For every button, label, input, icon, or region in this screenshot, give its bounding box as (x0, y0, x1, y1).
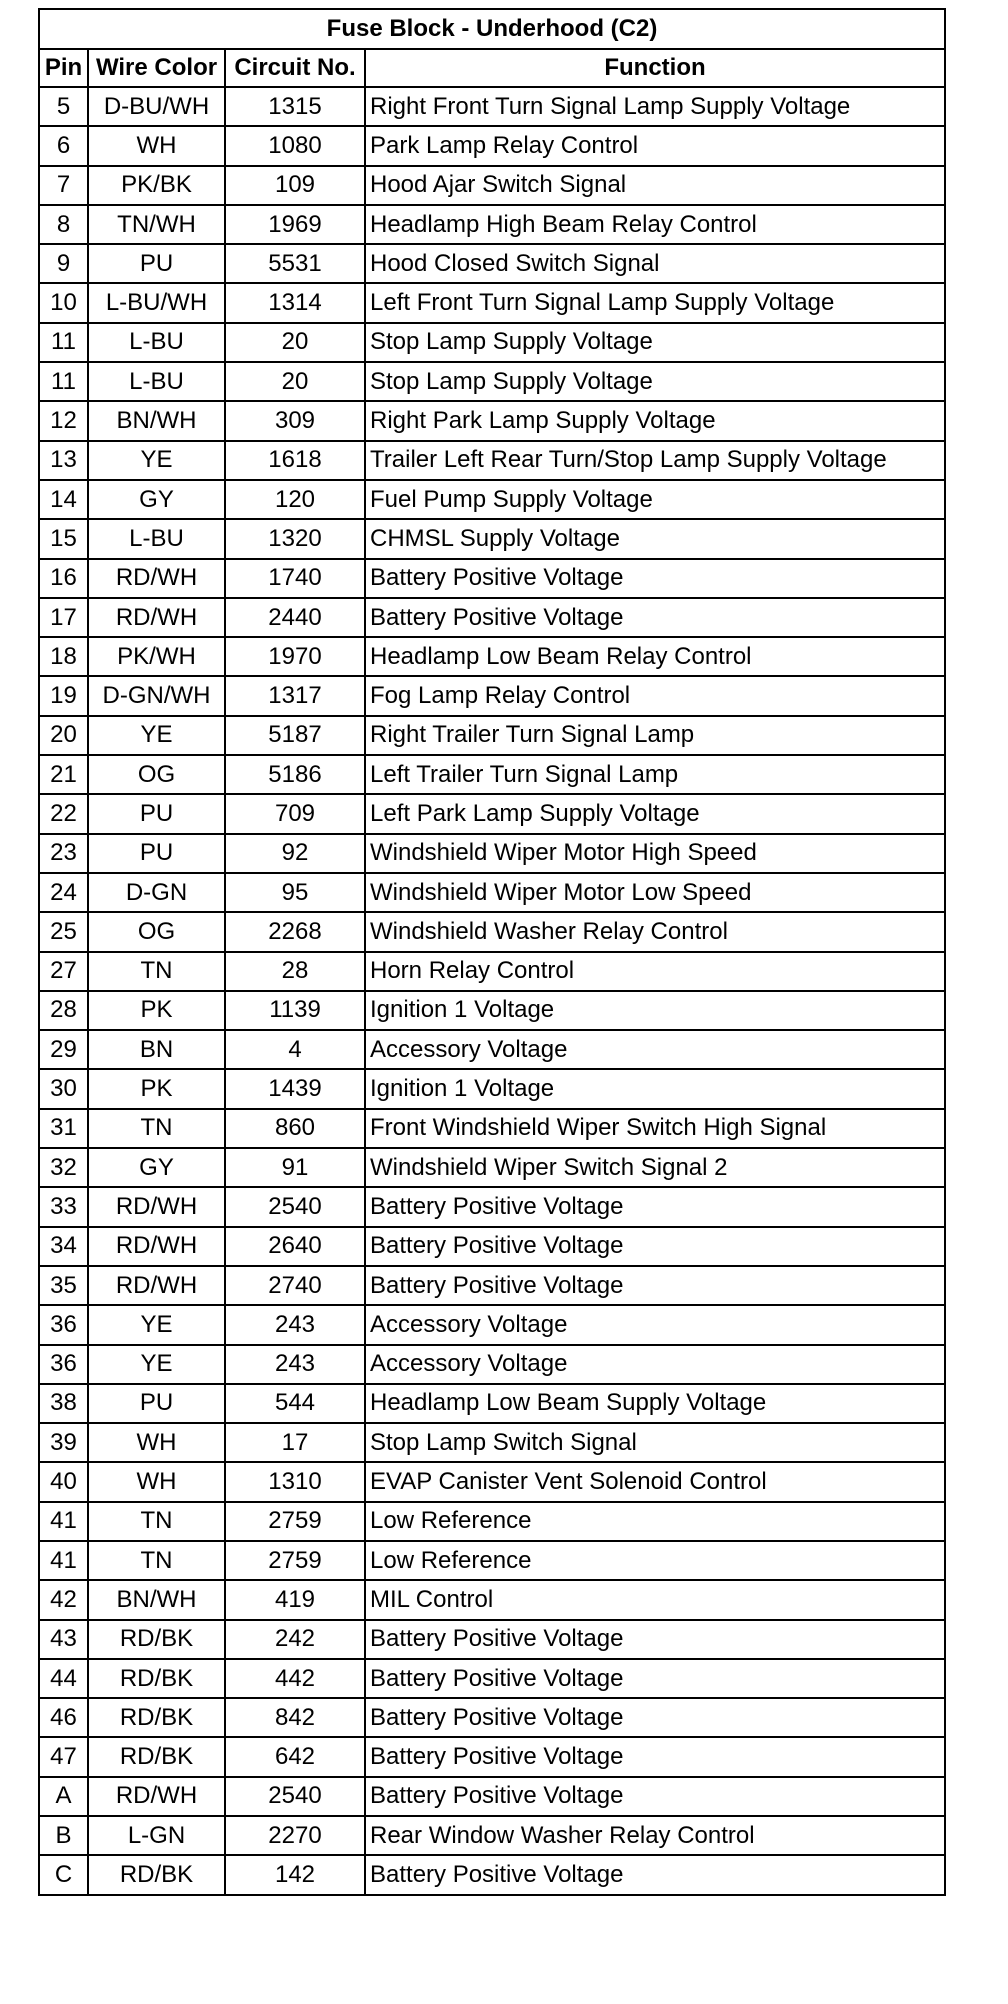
function-cell: Battery Positive Voltage (365, 1737, 945, 1776)
wire-color-cell: RD/WH (88, 1187, 225, 1226)
circuit-no-cell: 120 (225, 480, 365, 519)
table-row (39, 362, 945, 401)
wire-color-cell: WH (88, 126, 225, 165)
table-row (39, 1030, 945, 1069)
wire-color-cell: PK/BK (88, 166, 225, 205)
function-cell: Windshield Washer Relay Control (365, 912, 945, 951)
pin-cell: B (39, 1816, 88, 1855)
fuse-block-table (38, 8, 946, 1896)
function-cell: Battery Positive Voltage (365, 1187, 945, 1226)
function-cell: Ignition 1 Voltage (365, 1069, 945, 1108)
table-row (39, 1620, 945, 1659)
table-row (39, 912, 945, 951)
circuit-no-cell: 5531 (225, 244, 365, 283)
circuit-no-cell: 242 (225, 1620, 365, 1659)
wire-color-cell: L-BU (88, 362, 225, 401)
wire-color-cell: RD/WH (88, 1266, 225, 1305)
table-row (39, 1659, 945, 1698)
wire-color-cell: BN (88, 1030, 225, 1069)
pin-cell: 6 (39, 126, 88, 165)
wire-color-cell: D-BU/WH (88, 87, 225, 126)
circuit-no-cell: 2740 (225, 1266, 365, 1305)
pin-cell: 5 (39, 87, 88, 126)
function-cell: Front Windshield Wiper Switch High Signal (365, 1109, 945, 1148)
wire-color-cell: PU (88, 1384, 225, 1423)
function-cell: Windshield Wiper Switch Signal 2 (365, 1148, 945, 1187)
circuit-no-cell: 1740 (225, 559, 365, 598)
pin-cell: 18 (39, 637, 88, 676)
table-row (39, 480, 945, 519)
pin-cell: 8 (39, 205, 88, 244)
table-row (39, 1227, 945, 1266)
wire-color-cell: BN/WH (88, 401, 225, 440)
header-pin: Pin (39, 49, 88, 87)
function-cell: Park Lamp Relay Control (365, 126, 945, 165)
wire-color-cell: RD/WH (88, 1227, 225, 1266)
function-cell: Windshield Wiper Motor High Speed (365, 834, 945, 873)
circuit-no-cell: 442 (225, 1659, 365, 1698)
circuit-no-cell: 1439 (225, 1069, 365, 1108)
wire-color-cell: YE (88, 1345, 225, 1384)
wire-color-cell: L-BU (88, 323, 225, 362)
header-circuit-no: Circuit No. (225, 49, 365, 87)
function-cell: EVAP Canister Vent Solenoid Control (365, 1462, 945, 1501)
table-row (39, 166, 945, 205)
function-cell: Headlamp High Beam Relay Control (365, 205, 945, 244)
function-cell: Accessory Voltage (365, 1345, 945, 1384)
table-row (39, 441, 945, 480)
function-cell: Battery Positive Voltage (365, 598, 945, 637)
table-row (39, 559, 945, 598)
wire-color-cell: PK (88, 991, 225, 1030)
circuit-no-cell: 91 (225, 1148, 365, 1187)
circuit-no-cell: 20 (225, 323, 365, 362)
function-cell: Left Trailer Turn Signal Lamp (365, 755, 945, 794)
pin-cell: A (39, 1777, 88, 1816)
wire-color-cell: RD/BK (88, 1698, 225, 1737)
table-row (39, 873, 945, 912)
pin-cell: 22 (39, 794, 88, 833)
pin-cell: 39 (39, 1423, 88, 1462)
table-row (39, 1109, 945, 1148)
circuit-no-cell: 1314 (225, 283, 365, 322)
table-row (39, 1580, 945, 1619)
circuit-no-cell: 309 (225, 401, 365, 440)
pin-cell: 41 (39, 1502, 88, 1541)
pin-cell: 23 (39, 834, 88, 873)
table-row (39, 755, 945, 794)
pin-cell: 7 (39, 166, 88, 205)
table-row (39, 991, 945, 1030)
table-row (39, 1777, 945, 1816)
circuit-no-cell: 4 (225, 1030, 365, 1069)
wire-color-cell: TN (88, 1109, 225, 1148)
table-row (39, 244, 945, 283)
pin-cell: 40 (39, 1462, 88, 1501)
wire-color-cell: PK (88, 1069, 225, 1108)
pin-cell: 46 (39, 1698, 88, 1737)
wire-color-cell: WH (88, 1423, 225, 1462)
function-cell: Hood Closed Switch Signal (365, 244, 945, 283)
table-row (39, 1698, 945, 1737)
pin-cell: 31 (39, 1109, 88, 1148)
wire-color-cell: PU (88, 794, 225, 833)
function-cell: Stop Lamp Switch Signal (365, 1423, 945, 1462)
circuit-no-cell: 1618 (225, 441, 365, 480)
table-row (39, 205, 945, 244)
table-row (39, 1305, 945, 1344)
wire-color-cell: BN/WH (88, 1580, 225, 1619)
function-cell: Left Front Turn Signal Lamp Supply Voltage (365, 283, 945, 322)
circuit-no-cell: 642 (225, 1737, 365, 1776)
pin-cell: 35 (39, 1266, 88, 1305)
function-cell: Rear Window Washer Relay Control (365, 1816, 945, 1855)
wire-color-cell: RD/BK (88, 1659, 225, 1698)
table-row (39, 1855, 945, 1894)
table-row (39, 716, 945, 755)
function-cell: Low Reference (365, 1541, 945, 1580)
wire-color-cell: TN (88, 1541, 225, 1580)
wire-color-cell: WH (88, 1462, 225, 1501)
pin-cell: 32 (39, 1148, 88, 1187)
circuit-no-cell: 243 (225, 1305, 365, 1344)
circuit-no-cell: 5187 (225, 716, 365, 755)
pin-cell: 25 (39, 912, 88, 951)
pin-cell: C (39, 1855, 88, 1894)
function-cell: Ignition 1 Voltage (365, 991, 945, 1030)
pin-cell: 43 (39, 1620, 88, 1659)
pin-cell: 19 (39, 676, 88, 715)
circuit-no-cell: 142 (225, 1855, 365, 1894)
wire-color-cell: YE (88, 716, 225, 755)
function-cell: Headlamp Low Beam Relay Control (365, 637, 945, 676)
table-row (39, 794, 945, 833)
table-row (39, 1069, 945, 1108)
pin-cell: 21 (39, 755, 88, 794)
wire-color-cell: L-BU/WH (88, 283, 225, 322)
table-row (39, 598, 945, 637)
wire-color-cell: TN (88, 952, 225, 991)
function-cell: Right Trailer Turn Signal Lamp (365, 716, 945, 755)
table-row (39, 834, 945, 873)
table-row (39, 519, 945, 558)
wire-color-cell: RD/BK (88, 1855, 225, 1894)
pin-cell: 14 (39, 480, 88, 519)
function-cell: Battery Positive Voltage (365, 1777, 945, 1816)
function-cell: Stop Lamp Supply Voltage (365, 362, 945, 401)
wire-color-cell: PK/WH (88, 637, 225, 676)
wire-color-cell: YE (88, 441, 225, 480)
table-row (39, 1266, 945, 1305)
wire-color-cell: L-BU (88, 519, 225, 558)
pin-cell: 42 (39, 1580, 88, 1619)
circuit-no-cell: 17 (225, 1423, 365, 1462)
pin-cell: 9 (39, 244, 88, 283)
function-cell: Headlamp Low Beam Supply Voltage (365, 1384, 945, 1423)
table-row (39, 1148, 945, 1187)
function-cell: Accessory Voltage (365, 1030, 945, 1069)
circuit-no-cell: 95 (225, 873, 365, 912)
wire-color-cell: PU (88, 834, 225, 873)
circuit-no-cell: 5186 (225, 755, 365, 794)
wire-color-cell: RD/BK (88, 1620, 225, 1659)
pin-cell: 15 (39, 519, 88, 558)
table-row (39, 1384, 945, 1423)
circuit-no-cell: 1969 (225, 205, 365, 244)
pin-cell: 17 (39, 598, 88, 637)
table-row (39, 1187, 945, 1226)
wire-color-cell: RD/WH (88, 559, 225, 598)
function-cell: Stop Lamp Supply Voltage (365, 323, 945, 362)
circuit-no-cell: 1315 (225, 87, 365, 126)
table-row (39, 637, 945, 676)
pin-cell: 20 (39, 716, 88, 755)
function-cell: Battery Positive Voltage (365, 1855, 945, 1894)
table-row (39, 1462, 945, 1501)
function-cell: Right Front Turn Signal Lamp Supply Voltage (365, 87, 945, 126)
circuit-no-cell: 419 (225, 1580, 365, 1619)
table-row (39, 952, 945, 991)
pin-cell: 11 (39, 323, 88, 362)
wire-color-cell: PU (88, 244, 225, 283)
pin-cell: 28 (39, 991, 88, 1030)
table-row (39, 1423, 945, 1462)
pin-cell: 44 (39, 1659, 88, 1698)
pin-cell: 38 (39, 1384, 88, 1423)
wire-color-cell: GY (88, 480, 225, 519)
function-cell: Hood Ajar Switch Signal (365, 166, 945, 205)
wire-color-cell: D-GN (88, 873, 225, 912)
pin-cell: 27 (39, 952, 88, 991)
wire-color-cell: GY (88, 1148, 225, 1187)
wire-color-cell: TN (88, 1502, 225, 1541)
circuit-no-cell: 1320 (225, 519, 365, 558)
function-cell: Windshield Wiper Motor Low Speed (365, 873, 945, 912)
function-cell: Battery Positive Voltage (365, 1266, 945, 1305)
title-row (39, 9, 945, 49)
circuit-no-cell: 2440 (225, 598, 365, 637)
header-wire-color: Wire Color (88, 49, 225, 87)
wire-color-cell: RD/WH (88, 598, 225, 637)
function-cell: Battery Positive Voltage (365, 1659, 945, 1698)
pin-cell: 34 (39, 1227, 88, 1266)
wire-color-cell: TN/WH (88, 205, 225, 244)
table-row (39, 126, 945, 165)
table-row (39, 323, 945, 362)
function-cell: Accessory Voltage (365, 1305, 945, 1344)
table-row (39, 676, 945, 715)
pin-cell: 41 (39, 1541, 88, 1580)
function-cell: Low Reference (365, 1502, 945, 1541)
wire-color-cell: YE (88, 1305, 225, 1344)
pin-cell: 29 (39, 1030, 88, 1069)
table-row (39, 87, 945, 126)
table-row (39, 1737, 945, 1776)
circuit-no-cell: 243 (225, 1345, 365, 1384)
function-cell: Battery Positive Voltage (365, 1227, 945, 1266)
pin-cell: 36 (39, 1345, 88, 1384)
circuit-no-cell: 2759 (225, 1502, 365, 1541)
pin-cell: 36 (39, 1305, 88, 1344)
table-row (39, 401, 945, 440)
circuit-no-cell: 2540 (225, 1187, 365, 1226)
circuit-no-cell: 109 (225, 166, 365, 205)
circuit-no-cell: 2270 (225, 1816, 365, 1855)
wire-color-cell: OG (88, 755, 225, 794)
pin-cell: 10 (39, 283, 88, 322)
circuit-no-cell: 842 (225, 1698, 365, 1737)
table-title: Fuse Block - Underhood (C2) (39, 9, 945, 49)
table-row (39, 1502, 945, 1541)
function-cell: Battery Positive Voltage (365, 1698, 945, 1737)
wire-color-cell: OG (88, 912, 225, 951)
header-function: Function (365, 49, 945, 87)
function-cell: Horn Relay Control (365, 952, 945, 991)
circuit-no-cell: 2640 (225, 1227, 365, 1266)
wire-color-cell: RD/BK (88, 1737, 225, 1776)
pin-cell: 11 (39, 362, 88, 401)
pin-cell: 47 (39, 1737, 88, 1776)
table-row (39, 1541, 945, 1580)
circuit-no-cell: 1080 (225, 126, 365, 165)
function-cell: Right Park Lamp Supply Voltage (365, 401, 945, 440)
table-row (39, 1816, 945, 1855)
function-cell: Fuel Pump Supply Voltage (365, 480, 945, 519)
function-cell: Battery Positive Voltage (365, 1620, 945, 1659)
circuit-no-cell: 1970 (225, 637, 365, 676)
pin-cell: 33 (39, 1187, 88, 1226)
pin-cell: 24 (39, 873, 88, 912)
function-cell: Left Park Lamp Supply Voltage (365, 794, 945, 833)
circuit-no-cell: 20 (225, 362, 365, 401)
circuit-no-cell: 544 (225, 1384, 365, 1423)
pin-cell: 16 (39, 559, 88, 598)
circuit-no-cell: 2759 (225, 1541, 365, 1580)
wire-color-cell: RD/WH (88, 1777, 225, 1816)
circuit-no-cell: 1317 (225, 676, 365, 715)
circuit-no-cell: 28 (225, 952, 365, 991)
circuit-no-cell: 92 (225, 834, 365, 873)
circuit-no-cell: 709 (225, 794, 365, 833)
pin-cell: 13 (39, 441, 88, 480)
table-row (39, 1345, 945, 1384)
circuit-no-cell: 2540 (225, 1777, 365, 1816)
wire-color-cell: D-GN/WH (88, 676, 225, 715)
circuit-no-cell: 860 (225, 1109, 365, 1148)
table-body (39, 87, 945, 1895)
table-row (39, 283, 945, 322)
circuit-no-cell: 1139 (225, 991, 365, 1030)
function-cell: MIL Control (365, 1580, 945, 1619)
circuit-no-cell: 2268 (225, 912, 365, 951)
function-cell: Battery Positive Voltage (365, 559, 945, 598)
circuit-no-cell: 1310 (225, 1462, 365, 1501)
function-cell: Fog Lamp Relay Control (365, 676, 945, 715)
function-cell: CHMSL Supply Voltage (365, 519, 945, 558)
header-row (39, 49, 945, 87)
pin-cell: 30 (39, 1069, 88, 1108)
function-cell: Trailer Left Rear Turn/Stop Lamp Supply Voltage (365, 441, 945, 480)
wire-color-cell: L-GN (88, 1816, 225, 1855)
pin-cell: 12 (39, 401, 88, 440)
